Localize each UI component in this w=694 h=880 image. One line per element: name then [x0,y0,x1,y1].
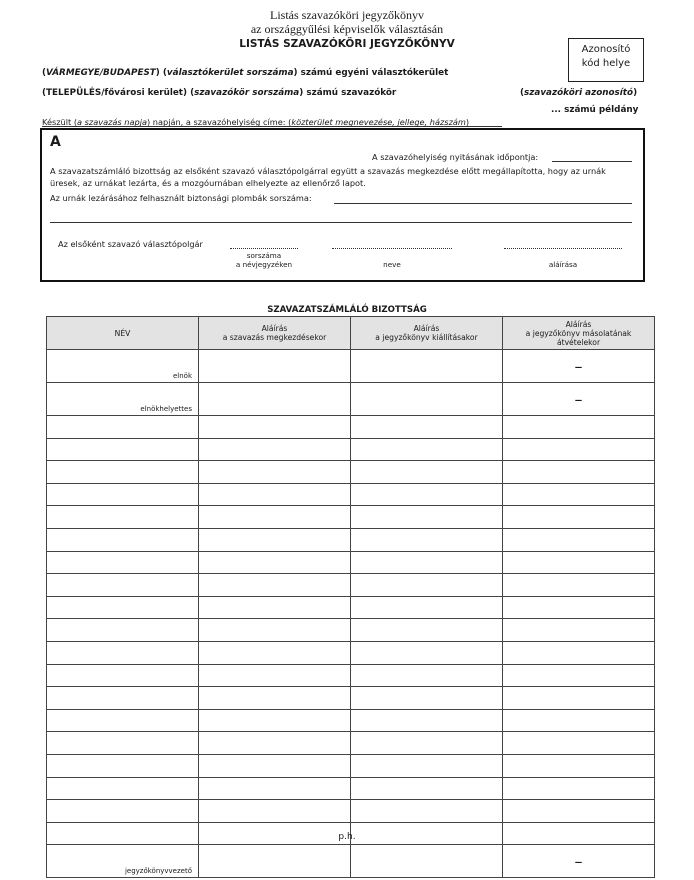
address-placeholder: közterület megnevezése, jellege, házszám [291,117,466,127]
table-cell[interactable] [199,574,351,597]
table-cell[interactable] [503,641,655,664]
table-cell[interactable] [47,506,199,529]
table-row [47,777,655,800]
role-minutes-keeper[interactable]: jegyzőkönyvvezető [47,845,199,878]
station-id-line: (szavazóköri azonosító) [520,88,638,98]
table-cell[interactable] [351,641,503,664]
first-voter-number-field[interactable] [230,248,298,249]
table-cell[interactable] [503,483,655,506]
table-row [47,596,655,619]
seals-label: Az urnák lezárásához felhasznált biztonsági plombák sorszáma: [50,193,312,203]
col-sign-start-header: Aláírás a szavazás megkezdésekor [199,317,351,350]
table-cell[interactable] [503,506,655,529]
table-cell[interactable] [199,709,351,732]
station-id-placeholder: szavazóköri azonosító [524,88,634,98]
station-suffix: számú szavazókör [306,88,397,98]
table-cell[interactable] [199,845,351,878]
table-cell[interactable] [47,483,199,506]
table-cell[interactable] [47,574,199,597]
table-cell[interactable] [47,709,199,732]
opening-time-label: A szavazóhelyiség nyitásának időpontja: [372,152,539,162]
table-cell[interactable] [199,754,351,777]
dash-mark: – [503,350,655,383]
opening-time-field[interactable] [552,161,632,162]
table-row [47,483,655,506]
table-cell[interactable] [47,619,199,642]
statement-line2: üresek, az urnákat lezárta, és a mozgóurnában elhelyezte az ellenőrző lapot. [50,178,366,188]
table-row [47,574,655,597]
committee-title: SZAVAZATSZÁMLÁLÓ BIZOTTSÁG [267,305,427,315]
table-cell[interactable] [351,777,503,800]
table-cell[interactable] [199,483,351,506]
table-cell[interactable] [351,754,503,777]
table-row [47,528,655,551]
table-cell[interactable] [351,845,503,878]
dash-mark: – [503,383,655,416]
committee-table [46,316,655,878]
table-cell[interactable] [351,732,503,755]
table-row [47,438,655,461]
table-cell[interactable] [199,383,351,416]
table-cell[interactable] [503,732,655,755]
table-cell[interactable] [47,800,199,823]
table-cell[interactable] [47,461,199,484]
table-cell[interactable] [199,506,351,529]
table-cell[interactable] [199,438,351,461]
table-cell[interactable] [503,709,655,732]
table-row [47,687,655,710]
made-prefix: Készült [42,117,72,127]
table-cell[interactable] [351,709,503,732]
col-name-header: NÉV [47,317,199,350]
seals-field[interactable] [334,203,632,204]
made-middle: napján, a szavazóhelyiség címe: [152,117,286,127]
table-header-row [47,317,655,350]
col-sign-issue-header: Aláírás a jegyzőkönyv kiállításakor [351,317,503,350]
table-row-vice [47,383,655,416]
table-row [47,416,655,439]
table-cell[interactable] [351,528,503,551]
copy-number: ... számú példány [551,105,639,115]
table-cell[interactable] [351,800,503,823]
caption-name: neve [383,260,401,269]
table-cell[interactable] [199,596,351,619]
identifier-code-box [568,38,644,82]
made-underline [42,126,502,127]
table-cell[interactable] [351,438,503,461]
col-sign-copy-header: Aláírás a jegyzőkönyv másolatának átvételekor [503,317,655,350]
table-cell[interactable] [47,754,199,777]
document-title-line2: az országgyűlési képviselők választásán [250,22,444,36]
table-cell[interactable] [199,528,351,551]
table-cell[interactable] [351,574,503,597]
county-placeholder: VÁRMEGYE/BUDAPEST [46,68,156,78]
table-cell[interactable] [47,596,199,619]
section-a-letter: A [50,134,61,150]
table-cell[interactable] [47,664,199,687]
table-cell[interactable] [199,461,351,484]
table-cell[interactable] [47,641,199,664]
caption-number-1: sorszáma [246,251,282,260]
table-cell[interactable] [503,619,655,642]
table-cell[interactable] [199,619,351,642]
caption-number-2: a névjegyzéken [235,260,293,269]
table-row [47,551,655,574]
table-cell[interactable] [503,574,655,597]
first-voter-name-field[interactable] [332,248,452,249]
station-number-placeholder: szavazókör sorszáma [194,88,300,98]
table-cell[interactable] [503,528,655,551]
table-row [47,709,655,732]
first-voter-signature-field[interactable] [504,248,622,249]
table-cell[interactable] [503,664,655,687]
statement-line1: A szavazatszámláló bizottság az elsőként szavazó választópolgárral együtt a szavazás megkezdése előtt megállapította, hogy az urnák [50,166,606,176]
table-cell[interactable] [47,687,199,710]
stamp-place-label: p.h. [338,832,356,842]
identifier-label-line2: kód helye [581,58,631,69]
table-cell[interactable] [47,438,199,461]
table-cell[interactable] [351,551,503,574]
table-cell[interactable] [199,800,351,823]
settlement-line: (TELEPÜLÉS/fővárosi kerület) (szavazókör sorszáma) számú szavazókör [42,88,397,98]
table-row [47,506,655,529]
caption-signature: aláírása [548,260,578,269]
role-vice-president[interactable]: elnökhelyettes [47,383,199,416]
table-cell[interactable] [503,461,655,484]
table-cell[interactable] [503,800,655,823]
table-cell[interactable] [199,350,351,383]
table-cell[interactable] [503,438,655,461]
table-cell[interactable] [351,461,503,484]
district-line: (VÁRMEGYE/BUDAPEST) (választókerület sorszáma) számú egyéni választókerület [42,68,449,78]
table-cell[interactable] [503,754,655,777]
table-row [47,461,655,484]
table-cell[interactable] [503,777,655,800]
table-cell[interactable] [199,664,351,687]
table-cell[interactable] [199,641,351,664]
section-a-box [40,128,645,282]
table-row [47,800,655,823]
district-number-placeholder: választókerület sorszáma [166,68,294,78]
table-cell[interactable] [47,416,199,439]
table-cell[interactable] [47,551,199,574]
table-cell[interactable] [351,687,503,710]
identifier-label-line1: Azonosító [581,44,631,55]
table-cell[interactable] [503,551,655,574]
document-title-line1: Listás szavazóköri jegyzőkönyv [270,8,424,22]
seals-field-extra-line[interactable] [50,222,632,223]
table-cell[interactable] [351,383,503,416]
table-cell[interactable] [351,664,503,687]
table-row-keeper [47,845,655,878]
table-cell[interactable] [351,416,503,439]
table-cell[interactable] [351,596,503,619]
role-president[interactable]: elnök [47,350,199,383]
table-row [47,619,655,642]
district-suffix: számú egyéni választókerület [300,68,449,78]
date-placeholder: a szavazás napja [77,117,147,127]
table-cell[interactable] [351,350,503,383]
table-cell[interactable] [503,416,655,439]
table-row [47,732,655,755]
table-cell[interactable] [199,551,351,574]
table-cell[interactable] [47,528,199,551]
dash-mark: – [503,845,655,878]
table-cell[interactable] [199,687,351,710]
settlement-placeholder: TELEPÜLÉS/fővárosi kerület [46,88,184,98]
table-row [47,664,655,687]
table-cell[interactable] [47,732,199,755]
document-title-main: LISTÁS SZAVAZÓKÖRI JEGYZŐKÖNYV [239,38,455,50]
made-line: Készült (a szavazás napja) napján, a szavazóhelyiség címe: (közterület megnevezése, jellege, házszám) [42,117,470,127]
table-cell[interactable] [503,596,655,619]
table-cell[interactable] [351,506,503,529]
table-cell[interactable] [199,777,351,800]
first-voter-label: Az elsőként szavazó választópolgár [58,239,203,249]
table-cell[interactable] [351,619,503,642]
table-row [47,754,655,777]
table-cell[interactable] [199,732,351,755]
table-cell[interactable] [47,777,199,800]
table-cell[interactable] [503,687,655,710]
table-row [47,641,655,664]
table-row-president [47,350,655,383]
table-cell[interactable] [351,483,503,506]
table-cell[interactable] [199,416,351,439]
